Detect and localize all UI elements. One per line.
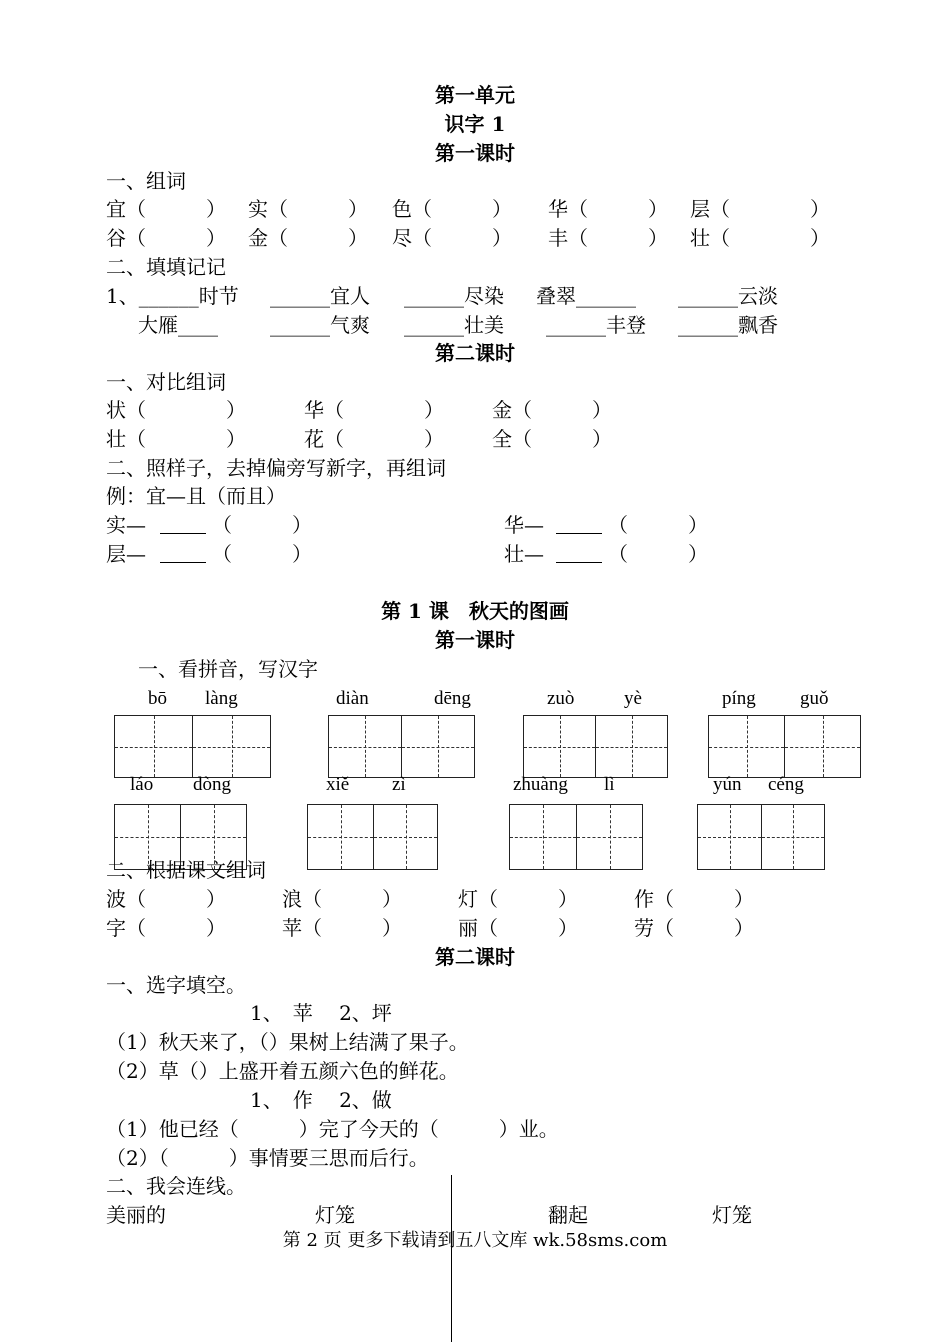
- word-item: 灯（ ）: [458, 887, 578, 911]
- fill-item: 1、______时节: [106, 284, 239, 308]
- word-item: 波（ ）: [106, 887, 226, 911]
- pinyin: píng: [722, 688, 756, 709]
- word-item: 华（ ）: [304, 398, 444, 422]
- question-title: 一、看拼音，写汉字: [138, 657, 318, 681]
- word-item: 劳（ ）: [634, 916, 754, 940]
- question-title: 二、根据课文组词: [106, 858, 266, 882]
- example: 例：宜—且（而且）: [106, 484, 286, 508]
- question-title: 一、选字填空。: [106, 973, 246, 997]
- fill-item: ______气爽: [270, 313, 370, 337]
- word-item: 丽（ ）: [458, 916, 578, 940]
- pinyin: diàn: [336, 688, 369, 709]
- page-footer: 第 2 页 更多下载请到五八文库 wk.58sms.com: [282, 1230, 668, 1251]
- writing-box[interactable]: [761, 804, 825, 870]
- lesson-title: 识字 1: [444, 112, 506, 136]
- word-item: 花（ ）: [304, 427, 444, 451]
- word-item: 金（ ）: [248, 226, 368, 250]
- pinyin: yè: [624, 688, 642, 709]
- pinyin: bō: [148, 688, 167, 709]
- radical-item: 层—: [106, 542, 146, 566]
- writing-box[interactable]: [401, 715, 475, 778]
- period-title: 第二课时: [435, 945, 515, 969]
- paren: （ ）: [608, 542, 708, 566]
- paren: （ ）: [212, 542, 312, 566]
- pinyin: xiě: [326, 774, 350, 795]
- word-item: 实（ ）: [248, 197, 368, 221]
- fill-item: ______丰登: [546, 313, 646, 337]
- word-item: 壮（ ）: [690, 226, 830, 250]
- pinyin: làng: [205, 688, 238, 709]
- word-item: 金（ ）: [492, 398, 612, 422]
- answer-line: [556, 533, 602, 534]
- word-item: 全（ ）: [492, 427, 612, 451]
- word-item: 宜（ ）: [106, 197, 226, 221]
- writing-box[interactable]: [576, 804, 643, 870]
- fill-item: ______壮美: [404, 313, 504, 337]
- paren: （ ）: [212, 513, 312, 537]
- sentence: （2）（ ）事情要三思而后行。: [106, 1146, 429, 1170]
- match-word: 翻起: [548, 1203, 588, 1227]
- options: 1、 作 2、做: [250, 1088, 392, 1112]
- word-item: 字（ ）: [106, 916, 226, 940]
- pinyin: dēng: [434, 688, 471, 709]
- sentence: （2）草（）上盛开着五颜六色的鲜花。: [106, 1059, 459, 1083]
- word-item: 丰（ ）: [548, 226, 668, 250]
- word-item: 壮（ ）: [106, 427, 246, 451]
- word-item: 浪（ ）: [282, 887, 402, 911]
- fill-item: ______宜人: [270, 284, 370, 308]
- fill-item: 大雁____: [138, 313, 218, 337]
- word-item: 层（ ）: [690, 197, 830, 221]
- pinyin: zì: [392, 774, 406, 795]
- writing-box[interactable]: [373, 804, 438, 870]
- pinyin: guǒ: [800, 688, 829, 709]
- word-item: 尽（ ）: [392, 226, 512, 250]
- pinyin: láo: [130, 774, 154, 795]
- writing-box[interactable]: [784, 715, 861, 778]
- pinyin: zhuàng: [513, 774, 568, 795]
- word-item: 华（ ）: [548, 197, 668, 221]
- paren: （ ）: [608, 513, 708, 537]
- question-title: 二、照样子，去掉偏旁写新字，再组词: [106, 456, 446, 480]
- answer-line: [160, 562, 206, 563]
- lesson-title: 第 1 课 秋天的图画: [381, 599, 569, 623]
- question-title: 二、填填记记: [106, 255, 226, 279]
- word-item: 状（ ）: [106, 398, 246, 422]
- writing-box[interactable]: [114, 715, 193, 778]
- fill-item: 叠翠______: [536, 284, 636, 308]
- writing-box[interactable]: [595, 715, 668, 778]
- fill-item: ______云淡: [678, 284, 778, 308]
- writing-box[interactable]: [708, 715, 785, 778]
- question-title: 一、组词: [106, 169, 186, 193]
- question-title: 一、对比组词: [106, 370, 226, 394]
- radical-item: 壮—: [504, 542, 544, 566]
- answer-line: [160, 533, 206, 534]
- options: 1、 苹 2、坪: [250, 1001, 392, 1025]
- period-title: 第二课时: [435, 341, 515, 365]
- pinyin: zuò: [547, 688, 575, 709]
- fill-item: ______尽染: [404, 284, 504, 308]
- pinyin: yún: [713, 774, 742, 795]
- word-item: 谷（ ）: [106, 226, 226, 250]
- match-word: 美丽的: [106, 1203, 166, 1227]
- pinyin: dòng: [193, 774, 231, 795]
- word-item: 色（ ）: [392, 197, 512, 221]
- radical-item: 华—: [504, 513, 544, 537]
- period-title: 第一课时: [435, 628, 515, 652]
- writing-box[interactable]: [307, 804, 374, 870]
- answer-line: [556, 562, 602, 563]
- pinyin: lì: [604, 774, 615, 795]
- fill-item: ______飘香: [678, 313, 778, 337]
- writing-box[interactable]: [192, 715, 271, 778]
- match-word: 灯笼: [315, 1203, 355, 1227]
- writing-box[interactable]: [697, 804, 762, 870]
- word-item: 苹（ ）: [282, 916, 402, 940]
- sentence: （1）他已经（ ）完了今天的（ ）业。: [106, 1117, 559, 1141]
- writing-box[interactable]: [523, 715, 596, 778]
- sentence: （1）秋天来了，（）果树上结满了果子。: [106, 1030, 469, 1054]
- divider-line: [451, 1175, 452, 1342]
- writing-box[interactable]: [509, 804, 577, 870]
- word-item: 作（ ）: [634, 887, 754, 911]
- writing-box[interactable]: [328, 715, 402, 778]
- radical-item: 实—: [106, 513, 146, 537]
- period-title: 第一课时: [435, 141, 515, 165]
- pinyin: céng: [768, 774, 804, 795]
- question-title: 二、我会连线。: [106, 1174, 246, 1198]
- unit-title: 第一单元: [435, 83, 515, 107]
- match-word: 灯笼: [712, 1203, 752, 1227]
